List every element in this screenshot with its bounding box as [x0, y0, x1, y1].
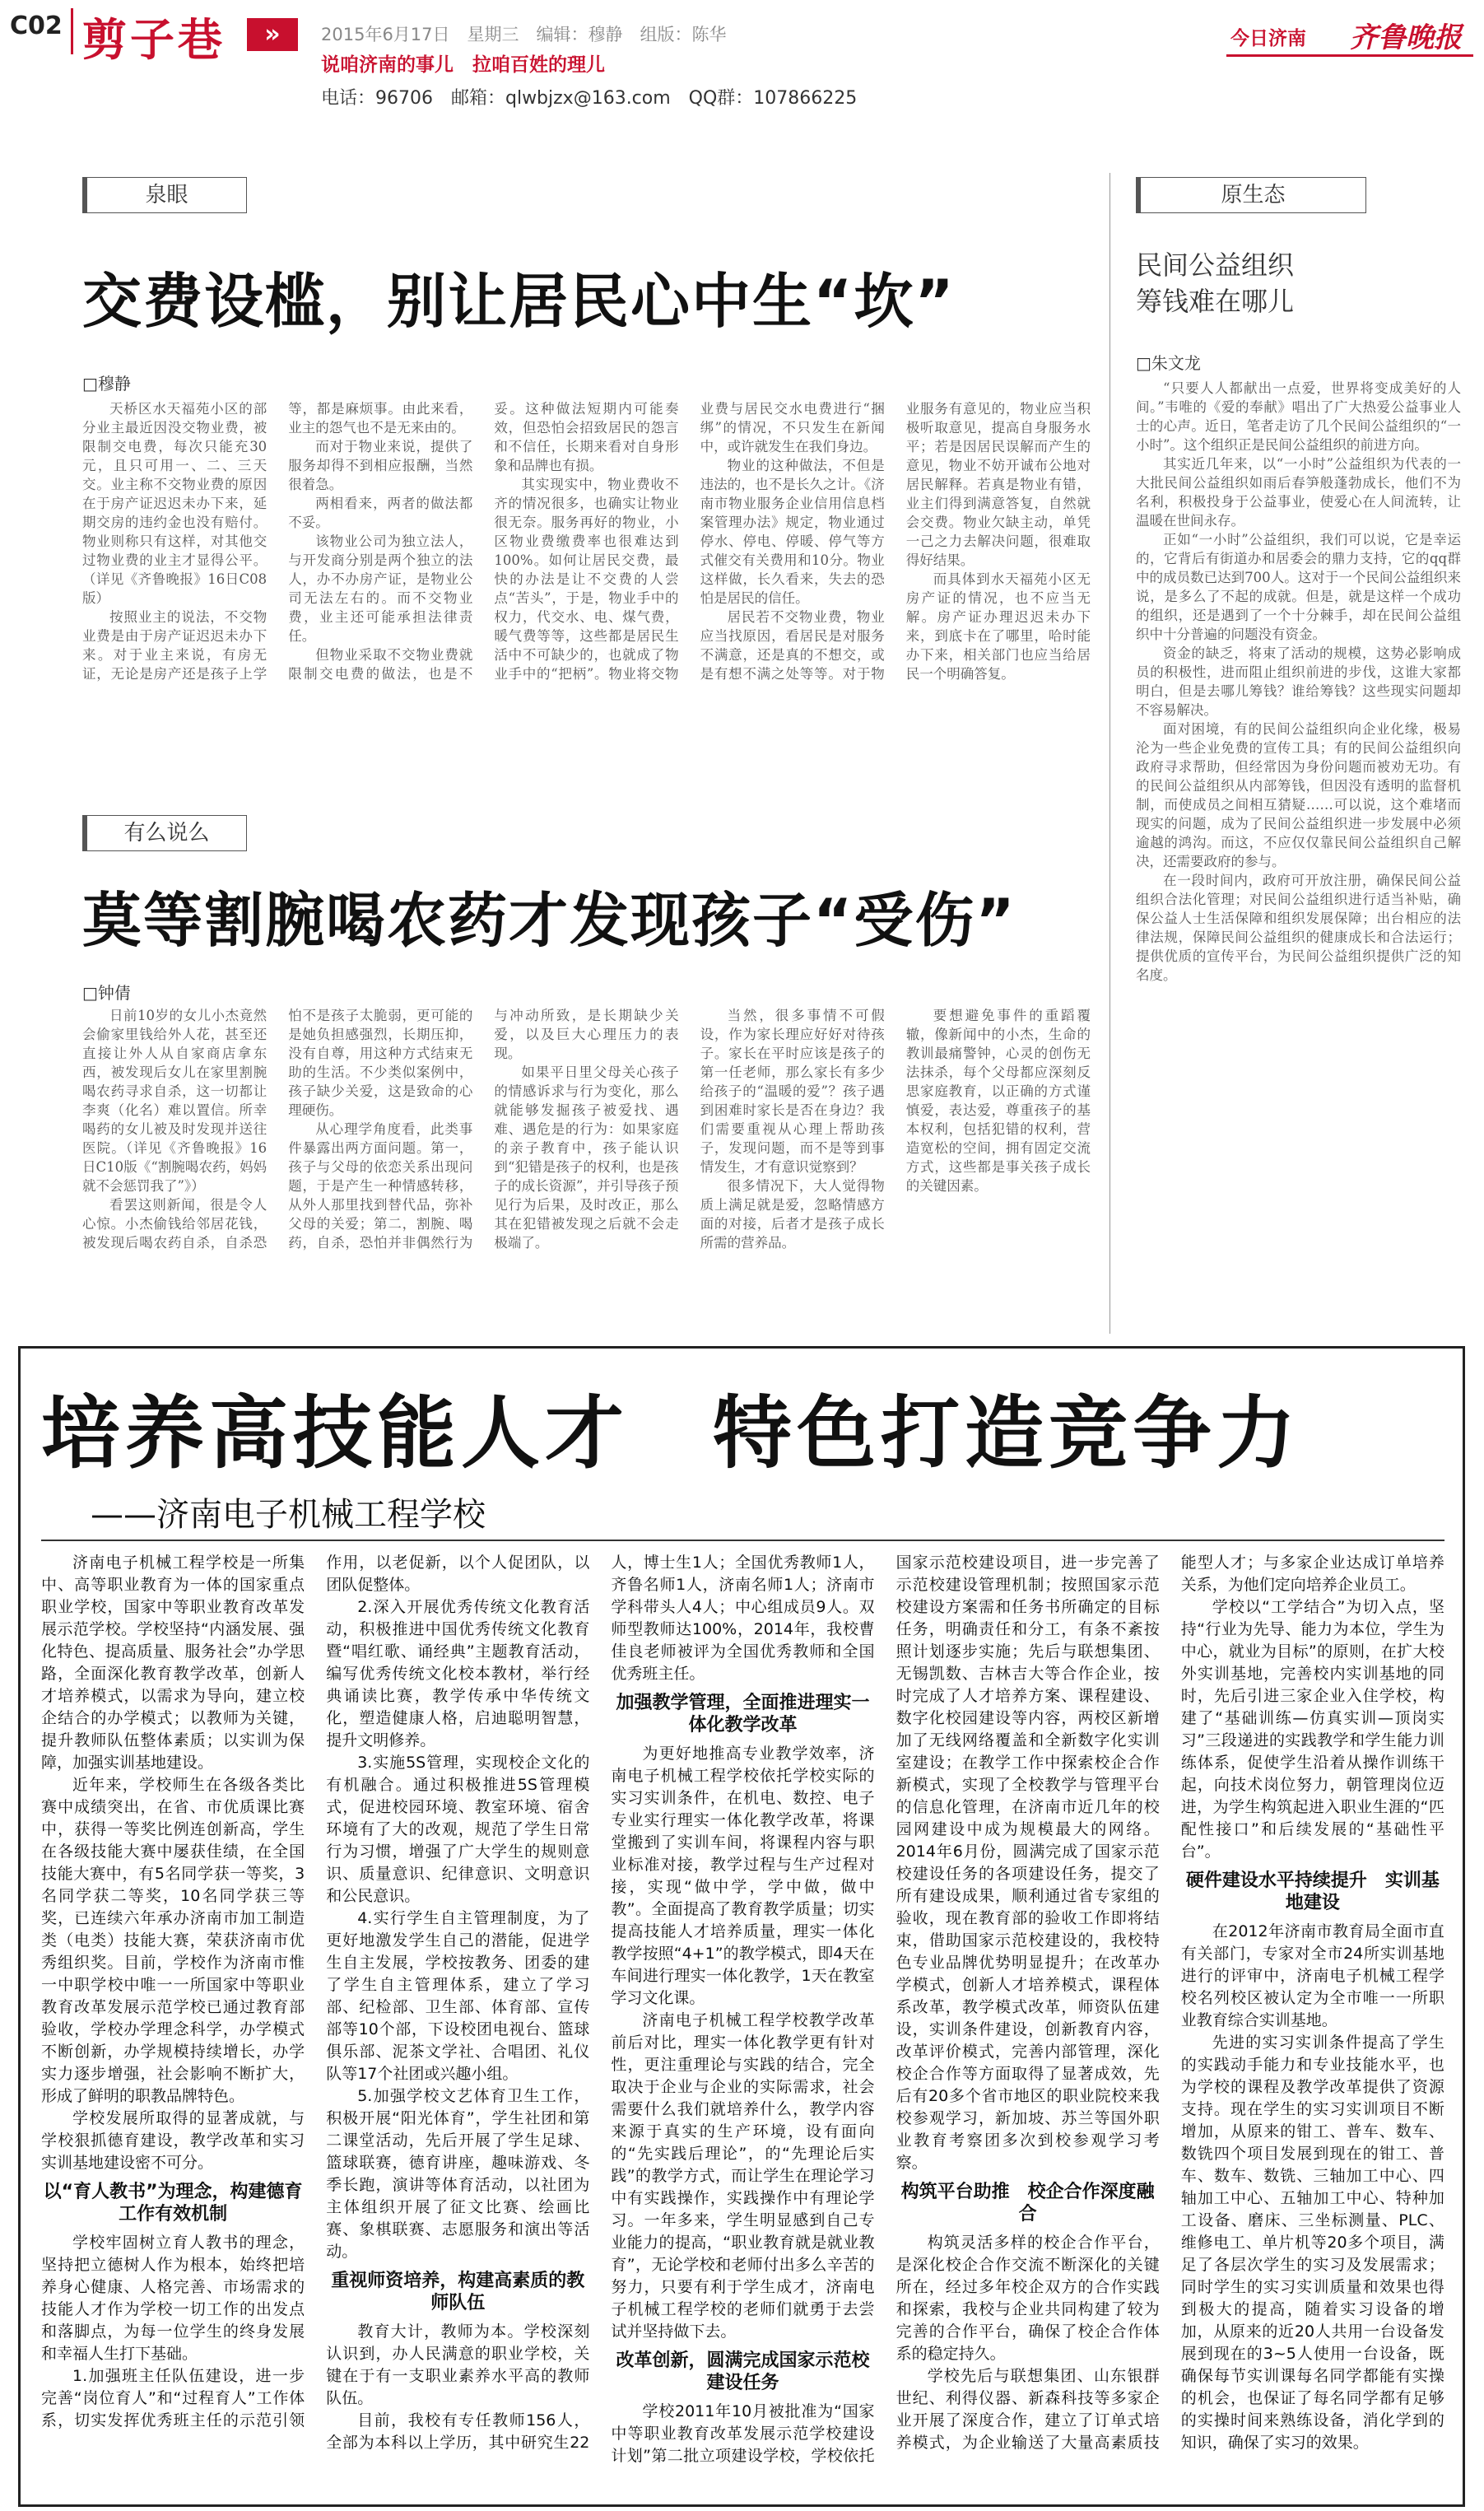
paragraph: 3.实施5S管理，实现校企文化的有机融合。通过积极推进5S管理模式，促进校园环境、教室环境、宿舍环境有了大的改观，规范了学生日常行为习惯，增强了广大学生的规则意识、质量意识、纪律意识、文明意识和公民意识。	[326, 1754, 590, 1905]
header-red-rule	[1226, 54, 1473, 57]
paragraph: 5.加强学校文艺体育卫生工作，积极开展“阳光体育”，学生社团和第二课堂活动，先后开展了学生足球、篮球联赛，德育讲座，趣味游戏、冬季长跑，演讲等体育活动，以社团为主体组织开展了征文比赛、绘画比赛、象棋联赛、志愿服务和演出等活动。	[326, 2087, 590, 2261]
paragraph: 教育大计，教师为本。学校深刻认识到，办人民满意的职业学校，关键在于有一支职业素养水平高的教师队伍。	[326, 2322, 590, 2407]
paragraph: 先进的实习实训条件提高了学生的实践动手能力和专业技能水平，也为学校的课程及教学改革提供了资源支持。现在学生的实习实训项目不断增加，从原来的钳工、普车、数车、数铣四个项目发展到现在的钳工、普车、数车、数铣、三轴加工中心、四轴加工中心、五轴加工中心、特种加工设备、磨床、三坐标测量、PLC、维修电工、单片机等20多个项目，满足了各层次学生的实习及发展需求；同时学生的实习实训质量和效果也得到极大的提高，随着实习设备的增加，从原来的近20人共用一台设备发展到现在的3~5人使用一台设备，既确保每节实训课每名同学都能有实操的机会，也保证了每名同学都有足够的实操时间来熟练设备，消化学到的知识，确保了实习的效果。	[1180, 2033, 1444, 2452]
contact-info: 电话：96706 邮箱：qlwbjzx@163.com QQ群：107866225	[321, 88, 858, 109]
paragraph: 天桥区水天福苑小区的部分业主最近因没交物业费，被限制交电费，每次只能充30元，且只可用一、二、三天交。业主称不交物业费的原因在于房产证迟迟未办下来，延期交房的违约金也没有赔付。物业则称只有这样，对其他交过物业费的业主才显得公平。（详见《齐鲁晚报》16日C08版）	[82, 401, 267, 606]
paragraph: 学校牢固树立育人教书的理念，坚持把立德树人作为根本，始终把培养身心健康、人格完善、市场需求的技能人才作为学校一切工作的出发点和落脚点，为每一位学生的终身发展和幸福人生打下基础。	[41, 2234, 305, 2363]
paragraph: 居民若不交物业费，物业应当找原因，看居民是对服务不满意，还是真的不想交，或是有想不满之处等等。对于物业服务有意见的，物业应当积极听取意见，提高自身服务水平；若是因居民误解而产生的意见，物业不妨开诚布公地对居民解释。若真是物业有错，业主们得到满意答复，自然就会交费。物业欠缺主动，单凭一己之力去解决问题，很难取得好结果。	[700, 401, 1091, 682]
subheading: 改革创新，圆满完成国家示范校建设任务	[616, 2350, 870, 2393]
right-column-headline	[1136, 247, 1294, 319]
section-tab-youme: 有么说么	[82, 815, 247, 851]
column-slogan: 说咱济南的事儿 拉咱百姓的理儿	[321, 54, 605, 76]
right-column-body	[1136, 379, 1461, 1338]
right-headline-line2: 筹钱难在哪儿	[1136, 286, 1295, 317]
paragraph: 学校2011年10月被批准为“国家中等职业教育改革发展示范学校建设计划”第二批立项建设学校，学校依托国家示范校建设项目，进一步完善了示范校建设管理机制；按照国家示范校建设方案需和任务书所确定的目标任务，明确责任和分工，有条不紊按照计划逐步实施；先后与联想集团、无锡凯数、吉林吉大等合作企业，按时完成了人才培养方案、课程建设、数字化校园建设等内容，两校区新增加了无线网络覆盖和全新数字化实训室建设；在教学工作中探索校企合作新模式，实现了全校教学与管理平台的信息化管理，在济南市近几年的校园网建设中成为规模最大的网络。2014年6月份，圆满完成了国家示范校建设任务的各项建设任务，提交了所有建设成果，顺利通过省专家组的验收，现在教育部的验收工作即将结束，借助国家示范校建设的，我校特色专业品牌优势明显提升；在改革办学模式，创新人才培养模式，课程体系改革，教学模式改革，师资队伍建设，实训条件建设，创新教育内容，改革评价模式，完善内部管理，深化校企合作等方面取得了显著成效，先后有20多个省市地区的职业院校来我校参观学习，新加坡、苏兰等国外职业教育考察团多次到校参观学习考察。	[611, 1554, 1160, 2465]
paragraph: “只要人人都献出一点爱，世界将变成美好的人间。”韦唯的《爱的奉献》唱出了广大热爱公益事业人士的心声。近日，笔者走访了几个民间公益组织的“一小时”。这个组织正是民间公益组织的前进方向。	[1136, 380, 1461, 453]
subheading: 重视师资培养，构建高素质的教师队伍	[331, 2271, 585, 2313]
paragraph: 济南电子机械工程学校教学改革前后对比，理实一体化教学更有针对性，更注重理论与实践的结合，完全取决于企业与企业的实际需求，社会需要什么我们就培养什么，教学内容来源于真实的生产环境，设有面向的“先实践后理论”，的“先理论后实践”的教学方式，而让学生在理论学习中有实践操作，实践操作中有理论学习。一年多来，学生明显感到自己专业能力的提高，“职业教育就是就业教育”，无论学校和老师付出多么辛苦的努力，只要有利于学生成才，济南电子机械工程学校的老师们就勇于去尝试并坚持做下去。	[611, 2011, 875, 2341]
paragraph: 学校先后与联想集团、山东银群世纪、利得仪器、新森科技等多家企业开展了深度合作，建立了订单式培养模式，为企业输送了大量高素质技能型人才；与多家企业达成订单培养关系，为他们定向培养企业员工。	[896, 1554, 1444, 2452]
article2-byline: □钟倩	[82, 983, 131, 1003]
paragraph: 资金的缺乏，将束了活动的规模，这势必影响成员的积极性，进而阻止组织前进的步伐，这谁大家都明白，但是去哪儿筹钱？谁给筹钱？这些现实问题却不容易解决。	[1136, 645, 1461, 718]
paragraph: 为更好地推高专业教学效率，济南电子机械工程学校依托学校实际的实习实训条件，在机电、数控、电子专业实行理实一体化教学改革，将课堂搬到了实训车间，将课程内容与职业标准对接，教学过程与生产过程对接，实现“做中学，学中做，做中教”。全面提高了教育教学质量；切实提高技能人才培养质量，理实一体化教学按照“4+1”的教学模式，即4天在车间进行理实一体化教学，1天在教室学习文化课。	[611, 1745, 875, 2007]
page-number: C02	[10, 12, 63, 40]
subheading: 硬件建设水平持续提升 实训基地建设	[1185, 1870, 1440, 1913]
article1-body	[82, 399, 1091, 827]
header-divider	[71, 8, 73, 54]
article1-headline: 交费设槛，别让居民心中生“坎”	[82, 267, 956, 336]
paragraph: 而具体到水天福苑小区无房产证的情况，也不应当无解。房产证办理迟迟未办下来，到底卡在了哪里，哈时能办下来，相关部门也应当给居民一个明确答复。	[905, 571, 1091, 682]
advertorial-body	[41, 1552, 1444, 2499]
column-title: 剪子巷	[82, 14, 226, 66]
advertorial-rule	[41, 1540, 1444, 1541]
newspaper-logo: 齐鲁晚报	[1350, 21, 1462, 54]
paragraph: 两相看来，两者的做法都不妥。	[288, 496, 473, 530]
right-headline-line1: 民间公益组织	[1136, 249, 1295, 281]
paragraph: 正如“一小时”公益组织，我们可以说，它是幸运的，它背后有街道办和居委会的鼎力支持，它的qq群中的成员数已达到700人。这对于一个民间公益组织来说，是多么了不起的成就。但是，就是这样一个成功的组织，还是遇到了一个十分棘手，却在民间公益组织中十分普遍的问题没有资金。	[1136, 532, 1461, 642]
issue-meta: 2015年6月17日 星期三 编辑：穆静 组版：陈华	[321, 25, 727, 44]
page-header	[0, 0, 1484, 156]
paragraph: 近年来，学校师生在各级各类比赛中成绩突出，在省、市优质课比赛中，获得一等奖比例连创新高，学生在各级技能大赛中屡获佳绩，在全国技能大赛中，有5名同学获一等奖，3名同学获二等奖，10名同学获三等奖，已连续六年承办济南市加工制造类（电类）技能大赛，荣获济南市优秀组织奖。目前，学校作为济南市惟一中职学校中唯一一所国家中等职业教育改革发展示范学校已通过教育部验收，学校办学理念科学，办学模式不断创新，办学规模持续增长，办学实力逐步增强，社会影响不断扩大，形成了鲜明的职教品牌特色。	[41, 1776, 305, 2105]
paragraph: 济南电子机械工程学校是一所集中、高等职业教育为一体的国家重点职业学校，国家中等职业教育改革发展示范学校。学校坚持“内涵发展、强化特色、提高质量、服务社会”办学思路，全面深化教育教学改革，创新人才培养模式，以需求为导向，建立校企结合的办学模式；以教师为关键，提升教师队伍整体素质；以实训为保障，加强实训基地建设。	[41, 1554, 305, 1772]
article2-headline: 莫等割腕喝农药才发现孩子“受伤”	[82, 886, 1016, 955]
paragraph: 很多情况下，大人觉得物质上满足就是爱，忽略情感方面的对接，后者才是孩子成长所需的营养品。	[700, 1178, 885, 1251]
paragraph: 目前，我校有专任教师156人，全部为本科以上学历，其中研究生22人，博士生1人；全国优秀教师1人，齐鲁名师1人，济南名师1人；济南市学科带头人4人；中心组成员9人。双师型教师达100%，2014年，我校曹佳良老师被评为全国优秀教师和全国优秀班主任。	[326, 1554, 875, 2452]
paragraph: 2.深入开展优秀传统文化教育活动，积极推进中国优秀传统文化教育暨“唱红歌、诵经典”主题教育活动，编写优秀传统文化校本教材，举行经典诵读比赛，教学传承中华传统文化，塑造健康人格，启迪聪明智慧，提升文明修养。	[326, 1598, 590, 1749]
paragraph: 如果平日里父母关心孩子的情感诉求与行为变化，那么就能够发掘孩子被爱找、遇难、遇危是的行为：如果家庭的亲子教育中，孩子能认识到“犯错是孩子的权利，也是孩子的成长资源”，并引导孩子预见行为后果，及时改正，那么其在犯错被发现之后就不会走极端了。	[494, 1064, 679, 1251]
edition-label: 今日济南	[1230, 28, 1306, 49]
paragraph: 按照业主的说法，不交物业费是由于房产证迟迟未办下来。对于业主来说，有房无证，无论是房产还是孩子上学等，都是麻烦事。由此来看，业主的怨气也不是无来由的。	[82, 401, 473, 682]
paragraph: 其实现实中，物业费收不齐的情况很多，也确实让物业很无奈。服务再好的物业，小区物业费缴费率也很难达到100%。如何让居民交费，最快的办法是让不交费的人尝点“苦头”，于是，物业手中的权力，代交水、电、煤气费，暖气费等等，这些都是居民生活中不可缺少的，也就成了物业手中的“把柄”。物业将交物业费与居民交水电费进行“捆绑”的情况，不只发生在新闻中，或许就发生在我们身边。	[494, 401, 885, 682]
section-tab-quanyan: 泉眼	[82, 177, 247, 213]
paragraph: 构筑灵活多样的校企合作平台，是深化校企合作交流不断深化的关键所在，经过多年校企双方的合作实践和探索，我校与企业共同构建了较为完善的合作平台，确保了校企合作体系的稳定持久。	[896, 2234, 1160, 2363]
article1-byline: □穆静	[82, 374, 131, 394]
paragraph: 从心理学角度看，此类事件暴露出两方面问题。第一，孩子与父母的依恋关系出现问题，于是产生一种情感转移，从外人那里找到替代品，弥补父母的关爱；第二，割腕、喝药，自杀，恐怕并非偶然行为与冲动所致，是长期缺少关爱，以及巨大心理压力的表现。	[288, 1008, 679, 1251]
advertorial-subtitle: ——济南电子机械工程学校	[91, 1496, 486, 1534]
paragraph: 而对于物业来说，提供了服务却得不到相应报酬，当然很着急。	[288, 439, 473, 492]
subheading: 以“育人教书”为理念，构建德育工作有效机制	[43, 2182, 303, 2224]
subheading: 加强教学管理，全面推进理实一体化教学改革	[616, 1693, 870, 1735]
paragraph: 学校发展所取得的显著成就，与学校狠抓德育建设，教学改革和实习实训基地建设密不可分。	[41, 2109, 305, 2172]
paragraph: 4.实行学生自主管理制度，为了更好地激发学生自己的潜能，促进学生自主发展，学校按教务、团委的建了学生自主管理体系，建立了学习部、纪检部、卫生部、体育部、宣传部等10个部，下设校团电视台、篮球俱乐部、泥茶文学社、合唱团、礼仪队等17个社团或兴趣小组。	[326, 1909, 590, 2083]
section-tab-yuanshengtai: 原生态	[1136, 177, 1366, 213]
paragraph: 看罢这则新闻，很是令人心惊。小杰偷钱给邻居花钱，被发现后喝农药自杀，自杀恐怕不是孩子太脆弱，更可能的是她负担感强烈，长期压抑，没有自尊，用这种方式结束无助的生活。不少类似案例中，孩子缺少关爱，这是致命的心理硬伤。	[82, 1008, 473, 1251]
paragraph: 1.加强班主任队伍建设，进一步完善“岗位育人”和“过程育人”工作体系，切实发挥优秀班主任的示范引领作用，以老促新，以个人促团队，以团队促整体。	[41, 1554, 590, 2429]
paragraph: 学校以“工学结合”为切入点，坚持“行业为先导、能力为本位，学生为中心，就业为目标”的原则，在扩大校外实训基地，完善校内实训基地的同时，先后引进三家企业入住学校，构建了“基础训练—仿真实训—顶岗实习”三段递进的实践教学和学生能力训练体系，促使学生沿着从操作训练干起，向技术岗位努力，朝管理岗位迈进，为学生构筑起进入职业生涯的“匹配性接口”和后续发展的“基础性平台”。	[1180, 1598, 1444, 1861]
paragraph: 在一段时间内，政府可开放注册，确保民间公益组织合法化管理；对民间公益组织进行适当补贴，确保公益人士生活保障和组织发展保障；出台相应的法律法规，保障民间公益组织的健康成长和合法运行；提供优质的宣传平台，为民间公益组织提供广泛的知名度。	[1136, 873, 1461, 983]
paragraph: 但物业采取不交物业费就限制交电费的做法，也是不妥。这种做法短期内可能奏效，但恐怕会招致居民的怨言和不信任，长期来看对自身形象和品牌也有损。	[288, 401, 679, 682]
advertorial-headline: 培养高技能人才 特色打造竞争力	[41, 1387, 1300, 1479]
paragraph: 要想避免事件的重蹈覆辙，像新闻中的小杰，生命的教训最痛警钟，心灵的创伤无法抹杀，每个父母都应深刻反思家庭教育，以正确的方式谨慎爱，表达爱，尊重孩子的基本权利，包括犯错的权利，营造宽松的空间，拥有固定交流方式，这些都是事关孩子成长的关键因素。	[905, 1008, 1091, 1194]
paragraph: 面对困境，有的民间公益组织向企业化缘，极易沦为一些企业免费的宣传工具；有的民间公益组织向政府寻求帮助，但经常因为身份问题而被劝无功。有的民间公益组织从内部筹钱，但因没有透明的监督机制，而使成员之间相互猜疑……可以说，这个难堵而现实的问题，成为了民间公益组织进一步发展中必须逾越的鸿沟。而这，不应仅仅靠民间公益组织自己解决，还需要政府的参与。	[1136, 721, 1461, 869]
paragraph: 物业的这种做法，不但是违法的，也不是长久之计。《济南市物业服务企业信用信息档案管理办法》规定，物业通过停水、停电、停暖、停气等方式催交有关费用和10分。物业这样做，长久看来，失去的恐怕是居民的信任。	[700, 458, 885, 606]
paragraph: 日前10岁的女儿小杰竟然会偷家里钱给外人花，甚至还直接让外人从自家商店拿东西，被发现后女儿在家里割腕喝农药寻求自杀，这一切都让李爽（化名）难以置信。所幸喝药的女儿被及时发现并送往医院。（详见《齐鲁晚报》16日C10版《“割腕喝农药，妈妈就不会惩罚我了”》）	[82, 1008, 267, 1194]
right-column-byline: □朱文龙	[1136, 353, 1201, 373]
article2-body	[82, 1006, 1091, 1335]
subheading: 构筑平台助推 校企合作深度融合	[900, 2182, 1155, 2224]
paragraph: 其实近几年来，以“一小时”公益组织为代表的一大批民间公益组织如雨后春笋般蓬勃成长，他们不为名利，积极投身于公益事业，使爱心在人间流转，让温暖在世间永存。	[1136, 456, 1461, 529]
paragraph: 当然，很多事情不可假设，作为家长理应好好对待孩子。家长在平时应该是孩子的第一任老师，那么家长有多少给孩子的“温暖的爱”？孩子遇到困难时家长是否在身边？我们需要重视从心理上帮助孩子，发现问题，而不是等到事情发生，才有意识觉察到？	[700, 1008, 885, 1175]
column-arrows-icon: »	[247, 18, 298, 51]
paragraph: 在2012年济南市教育局全面市直有关部门，专家对全市24所实训基地进行的评审中，济南电子机械工程学校名列校区被认定为全市唯一一所职业教育综合实训基地。	[1180, 1922, 1444, 2029]
paragraph: 该物业公司为独立法人，与开发商分别是两个独立的法人，办不办房产证，是物业公司无法左右的。而不交物业费，业主还可能承担法律责任。	[288, 533, 473, 644]
